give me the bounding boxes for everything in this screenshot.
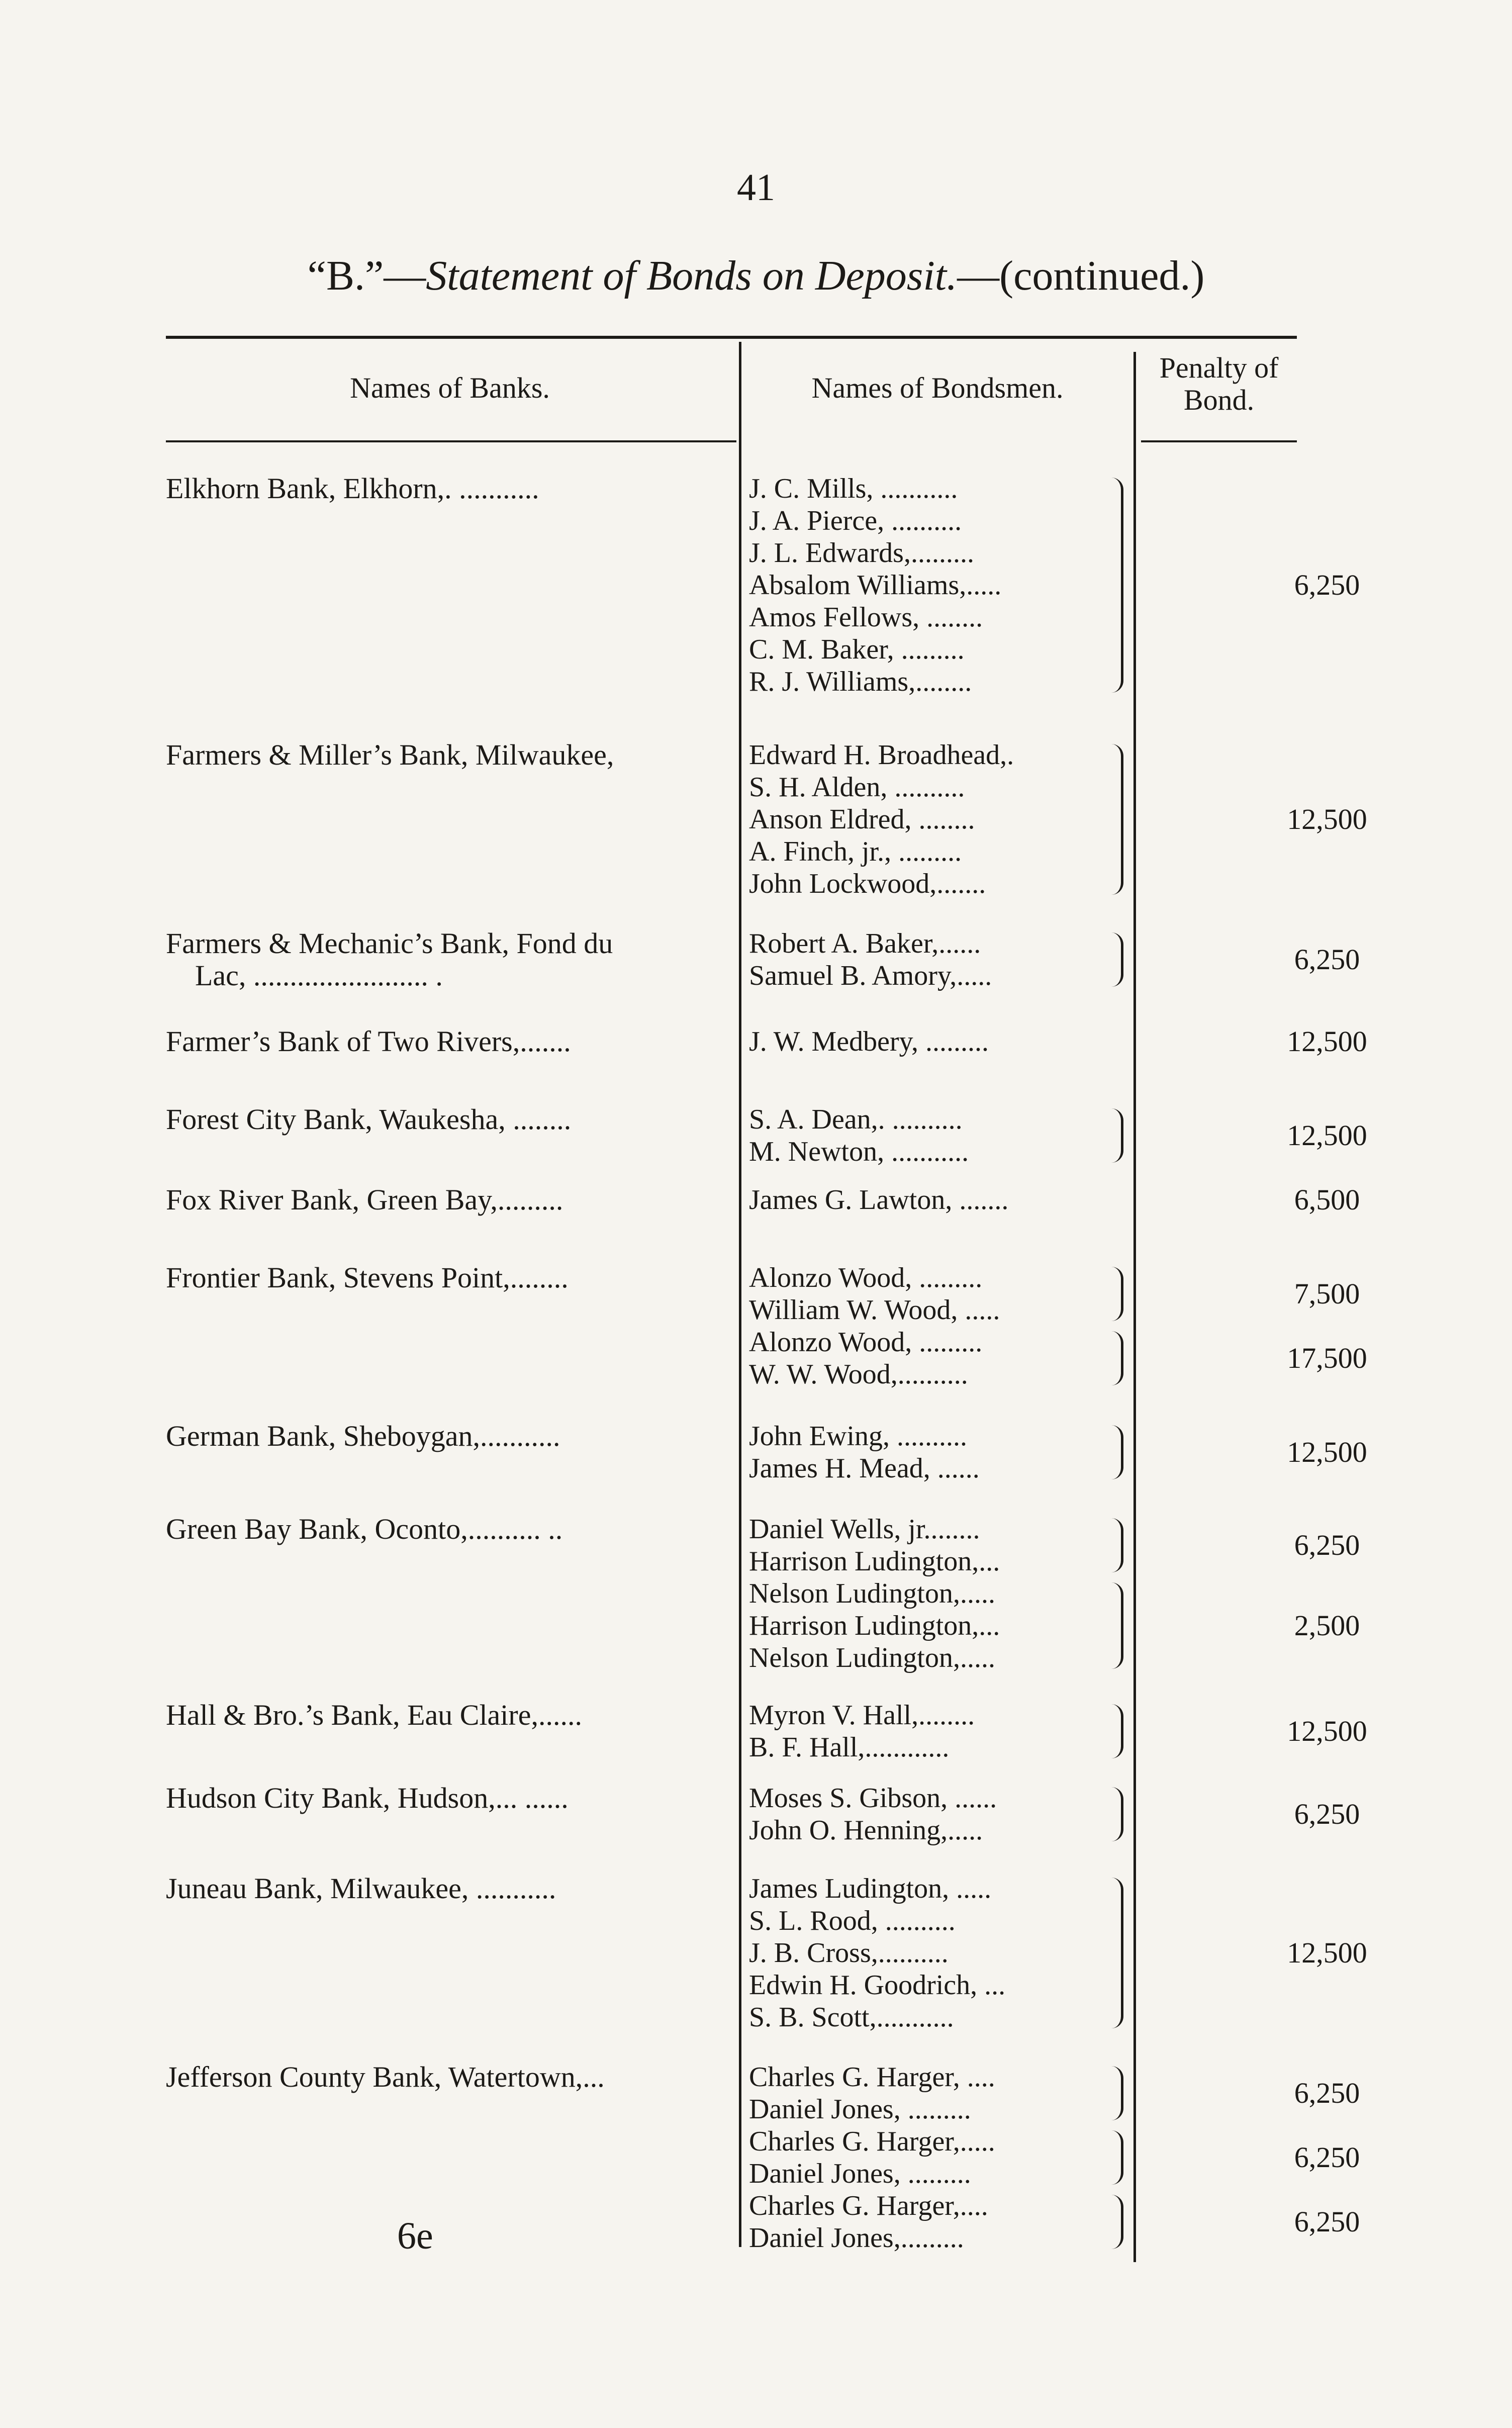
penalty-amount: 6,250 <box>1294 2141 1360 2174</box>
bondsman-name: R. J. Williams,........ <box>749 666 972 697</box>
bondsman-name: Harrison Ludington,... <box>749 1546 1000 1577</box>
page-title <box>0 251 1512 300</box>
bondsman-name: Alonzo Wood, ......... <box>749 1327 983 1358</box>
brace-mark <box>1111 1582 1123 1669</box>
brace-mark <box>1111 1704 1123 1758</box>
bondsmen-list <box>749 2061 1116 2254</box>
bondsman-name: J. C. Mills, ........... <box>749 473 958 504</box>
bondsman-name: S. H. Alden, .......... <box>749 772 965 803</box>
bondsman-name: Edwin H. Goodrich, ... <box>749 1970 1006 2001</box>
brace-mark <box>1111 2066 1123 2120</box>
bondsman-name: Edward H. Broadhead,. <box>749 739 1014 771</box>
brace-mark <box>1111 1267 1123 1321</box>
bondsman-name: James Ludington, ..... <box>749 1873 992 1904</box>
bondsman-name: William W. Wood, ..... <box>749 1294 1000 1326</box>
bank-name: Hudson City Bank, Hudson,... ...... <box>166 1782 569 1814</box>
bondsman-name: J. B. Cross,.......... <box>749 1937 949 1969</box>
title-suffix: —(continued.) <box>957 252 1205 299</box>
header-penalty-line2: Bond. <box>1183 383 1255 416</box>
bank-name: Frontier Bank, Stevens Point,........ <box>166 1261 569 1294</box>
bondsman-name: S. L. Rood, .......... <box>749 1905 956 1936</box>
penalty-amount: 7,500 <box>1294 1277 1360 1310</box>
header-rule-left <box>166 440 736 442</box>
header-bondsmen: Names of Bondsmen. <box>811 371 1064 404</box>
bondsman-name: John Lockwood,....... <box>749 868 986 899</box>
bondsman-name: Daniel Jones, ......... <box>749 2158 971 2189</box>
penalty-amount: 6,250 <box>1294 2205 1360 2238</box>
penalty-amount: 12,500 <box>1287 1025 1367 1058</box>
bondsman-name: Charles G. Harger,.... <box>749 2190 988 2221</box>
bank-name: German Bank, Sheboygan,........... <box>166 1420 560 1452</box>
bondsman-name: B. F. Hall,............ <box>749 1732 950 1763</box>
bondsman-name: Samuel B. Amory,..... <box>749 960 992 991</box>
bondsmen-list <box>749 1513 1116 1674</box>
bondsman-name: M. Newton, ........... <box>749 1136 969 1167</box>
penalty-amount: 6,250 <box>1294 1798 1360 1830</box>
bank-name: Forest City Bank, Waukesha, ........ <box>166 1103 572 1136</box>
page-number: 41 <box>737 166 775 209</box>
bank-name: Hall & Bro.’s Bank, Eau Claire,...... <box>166 1699 582 1731</box>
header-rule-right <box>1141 440 1297 442</box>
brace-mark <box>1111 744 1123 895</box>
brace-mark <box>1111 932 1123 987</box>
penalty-amount: 6,250 <box>1294 943 1360 976</box>
bank-name: Jefferson County Bank, Watertown,... <box>166 2061 605 2093</box>
bondsman-name: James G. Lawton, ....... <box>749 1184 1009 1216</box>
brace-mark <box>1111 478 1123 693</box>
bondsman-name: Amos Fellows, ........ <box>749 602 983 633</box>
penalty-amount: 6,250 <box>1294 1529 1360 1561</box>
bank-name: Elkhorn Bank, Elkhorn,. ........... <box>166 472 539 505</box>
penalty-amount: 12,500 <box>1287 1936 1367 1969</box>
bank-name: Fox River Bank, Green Bay,......... <box>166 1183 563 1216</box>
column-divider-2 <box>1133 352 1136 2262</box>
bondsmen-list <box>749 1420 1116 1484</box>
bondsman-name: C. M. Baker, ......... <box>749 634 965 665</box>
bondsman-name: J. A. Pierce, .......... <box>749 505 962 536</box>
header-banks: Names of Banks. <box>350 371 550 404</box>
bondsmen-list <box>749 473 1116 698</box>
penalty-amount: 6,250 <box>1294 569 1360 601</box>
bondsman-name: Daniel Wells, jr........ <box>749 1514 980 1545</box>
penalty-amount: 2,500 <box>1294 1609 1360 1642</box>
brace-mark <box>1111 1878 1123 2028</box>
bondsman-name: John Ewing, .......... <box>749 1421 967 1452</box>
bondsmen-list <box>749 1103 1116 1168</box>
penalty-amount: 12,500 <box>1287 1119 1367 1152</box>
brace-mark <box>1111 1787 1123 1841</box>
penalty-amount: 12,500 <box>1287 1436 1367 1468</box>
bondsman-name: J. L. Edwards,......... <box>749 537 974 569</box>
bondsmen-list <box>749 739 1116 900</box>
bondsman-name: A. Finch, jr., ......... <box>749 836 962 867</box>
bank-name: Juneau Bank, Milwaukee, ........... <box>166 1872 556 1905</box>
brace-mark <box>1111 2130 1123 2185</box>
penalty-amount: 6,500 <box>1294 1183 1360 1216</box>
brace-mark <box>1111 1518 1123 1572</box>
brace-mark <box>1111 1108 1123 1163</box>
penalty-amount: 17,500 <box>1287 1342 1367 1374</box>
bondsmen-list <box>749 1184 1116 1216</box>
header-penalty <box>1139 352 1299 416</box>
penalty-amount: 6,250 <box>1294 2077 1360 2109</box>
bondsmen-list <box>749 1262 1116 1390</box>
bondsman-name: Myron V. Hall,........ <box>749 1700 975 1731</box>
bank-name: Green Bay Bank, Oconto,.......... .. <box>166 1513 563 1545</box>
signature-mark: 6e <box>397 2215 433 2257</box>
penalty-amount: 12,500 <box>1287 803 1367 835</box>
bondsmen-list <box>749 1699 1116 1763</box>
bondsman-name: Anson Eldred, ........ <box>749 804 975 835</box>
bank-name: Farmers & Mechanic’s Bank, Fond du Lac, ........................ . <box>166 927 613 992</box>
bondsman-name: Absalom Williams,..... <box>749 570 1002 601</box>
bondsman-name: Moses S. Gibson, ...... <box>749 1783 997 1814</box>
bondsman-name: Harrison Ludington,... <box>749 1610 1000 1641</box>
bank-name: Farmer’s Bank of Two Rivers,....... <box>166 1025 571 1058</box>
bondsman-name: John O. Henning,..... <box>749 1815 983 1846</box>
table-top-rule <box>166 336 1297 339</box>
bondsmen-list <box>749 1782 1116 1846</box>
bondsman-name: S. B. Scott,........... <box>749 2002 954 2033</box>
header-penalty-line1: Penalty of <box>1159 351 1279 384</box>
bondsman-name: Daniel Jones,......... <box>749 2222 964 2254</box>
bondsman-name: Alonzo Wood, ......... <box>749 1262 983 1293</box>
penalty-amount: 12,500 <box>1287 1715 1367 1747</box>
column-divider-1 <box>739 342 741 2247</box>
bondsman-name: Nelson Ludington,..... <box>749 1642 995 1673</box>
bondsman-name: Charles G. Harger,..... <box>749 2126 995 2157</box>
bondsman-name: Robert A. Baker,...... <box>749 928 981 959</box>
bondsmen-list <box>749 927 1116 992</box>
title-italic: Statement of Bonds on Deposit. <box>426 252 958 299</box>
brace-mark <box>1111 1425 1123 1479</box>
brace-mark <box>1111 2195 1123 2249</box>
bondsman-name: W. W. Wood,.......... <box>749 1359 968 1390</box>
brace-mark <box>1111 1331 1123 1385</box>
bondsmen-list <box>749 1025 1116 1058</box>
title-prefix: “B.”— <box>307 252 426 299</box>
bondsman-name: J. W. Medbery, ......... <box>749 1026 989 1057</box>
bondsman-name: Daniel Jones, ......... <box>749 2094 971 2125</box>
bondsman-name: Charles G. Harger, .... <box>749 2062 995 2093</box>
bank-name: Farmers & Miller’s Bank, Milwaukee, <box>166 738 614 771</box>
bondsman-name: Nelson Ludington,..... <box>749 1578 995 1609</box>
bondsmen-list <box>749 1873 1116 2033</box>
bondsman-name: James H. Mead, ...... <box>749 1453 980 1484</box>
bondsman-name: S. A. Dean,. .......... <box>749 1104 963 1135</box>
